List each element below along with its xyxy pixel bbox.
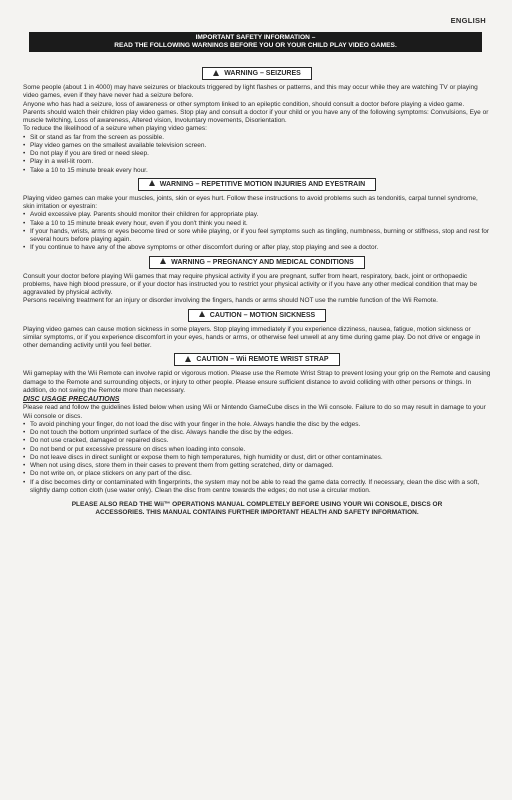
motion-heading-box [188,309,326,322]
warning-triangle-icon [149,180,155,186]
seizures-paragraph: Some people (about 1 in 4000) may have seizures or blackouts triggered by light flashes or patterns, and this may occur while they are watching TV or playing video games, even if they have never had a seizure before. [23,84,478,100]
seizures-list [23,134,491,175]
list-item: • Take a 10 to 15 minute break every hour. [23,167,491,175]
rsi-heading: WARNING – REPETITIVE MOTION INJURIES AND EYESTRAIN [159,180,366,188]
list-item: • Do not bend or put excessive pressure on discs when loading into console. [23,446,491,454]
seizures-paragraph: To reduce the likelihood of a seizure when playing video games: [23,125,207,133]
disc-usage-heading: DISC USAGE PRECAUTIONS [23,396,120,403]
list-item: • Do not leave discs in direct sunlight or expose them to high temperatures, high humidity or dust, dirt or other contaminates. [23,454,491,462]
disc-paragraph: Please read and follow the guidelines listed below when using Wii or Nintendo GameCube discs in the Wii console. Failure to do so may result in damage to your Wii console or discs. [23,404,486,420]
seizures-paragraph: Parents should watch their children play video games. Stop play and consult a doctor if your child or you have any of the following symptoms: Convulsions, Eye or muscle twitching, Loss of awareness, Altered vision, Involuntary movements, Disorientation. [23,108,489,124]
list-item: • Take a 10 to 15 minute break every hour, even if you don't think you need it. [23,220,491,228]
rsi-heading-box [138,178,377,191]
pregnancy-heading: WARNING – PREGNANCY AND MEDICAL CONDITIONS [171,258,354,266]
list-item: • To avoid pinching your finger, do not load the disc with your finger in the hole. Always handle the disc by the edges. [23,421,491,429]
caution-triangle-icon [199,311,205,317]
seizures-heading-box [202,67,312,80]
pregnancy-paragraph: Consult your doctor before playing Wii games that may require physical activity if you are pregnant, suffer from heart, respiratory, back, joint or orthopaedic problems, have high blood pressure, or if your doctor has instructed you to restrict your physical activity or if you have any other medical condition that may be aggravated by physical activity. [23,272,478,296]
list-item: • Do not write on, or place stickers on any part of the disc. [23,470,491,478]
list-item: • Play in a well-lit room. [23,158,491,166]
strap-heading-box [174,353,339,366]
list-item: • If you continue to have any of the above symptoms or other discomfort during or after play, stop playing and see a doctor. [23,244,491,252]
document-body [23,64,491,518]
list-item: • Play video games on the smallest available television screen. [23,142,491,150]
list-item: • If a disc becomes dirty or contaminated with fingerprints, the system may not be able to read the game data correctly. If necessary, clean the disc with a soft, slightly damp cotton cloth (use water only). Clean the disc from centre towards the edges; do not use a circular motion. [23,479,491,496]
motion-heading: CAUTION – MOTION SICKNESS [209,311,316,319]
seizures-paragraph: Anyone who has had a seizure, loss of awareness or other symptom linked to an epileptic condition, should consult a doctor before playing a video game. [23,100,465,108]
banner-line-1: IMPORTANT SAFETY INFORMATION – [195,33,316,41]
warning-triangle-icon [213,70,219,76]
banner-line-2: READ THE FOLLOWING WARNINGS BEFORE YOU OR YOUR CHILD PLAY VIDEO GAMES. [114,42,397,50]
list-item: • Do not touch the bottom unprinted surface of the disc. Always handle the disc by the edges. [23,429,491,437]
list-item: • Do not use cracked, damaged or repaired discs. [23,437,491,445]
disc-list [23,421,491,495]
motion-paragraph: Playing video games can cause motion sickness in some players. Stop playing immediately if you experience dizziness, nausea, fatigue, motion sickness or similar symptoms, or if you experience discomfort in your eyes, hands or arms, or otherwise feel unwell at any time during game play. Do not drive or engage in other demanding activity until you feel better. [23,325,481,349]
caution-triangle-icon [185,356,191,362]
warning-triangle-icon [160,258,166,264]
strap-paragraph: Wii gameplay with the Wii Remote can involve rapid or vigorous motion. Please use the Remote Wrist Strap to prevent losing your grip on the Remote and causing damage to the Remote and surrounding objects, or injury to other people. Please ensure sufficient distance to avoid colliding with other persons or things. In addition, do not swing the Remote more than necessary. [23,370,491,394]
rsi-paragraph: Playing video games can make your muscles, joints, skin or eyes hurt. Follow these instructions to avoid problems such as tendonitis, carpal tunnel syndrome, skin irritation or eyestrain: [23,194,478,210]
list-item: • Avoid excessive play. Parents should monitor their children for appropriate play. [23,211,491,219]
list-item: • If your hands, wrists, arms or eyes become tired or sore while playing, or if you feel symptoms such as tingling, numbness, burning or stiffness, stop and rest for several hours before playing again. [23,228,491,245]
seizures-heading: WARNING – SEIZURES [224,70,301,77]
language-label: ENGLISH [450,16,486,25]
rsi-list [23,211,491,252]
list-item: • Do not play if you are tired or need sleep. [23,150,491,158]
pregnancy-paragraph: Persons receiving treatment for an injury or disorder involving the fingers, hands or arms should NOT use the rumble function of the Wii Remote. [23,297,438,305]
footer-notice: PLEASE ALSO READ THE Wii™ OPERATIONS MANUAL COMPLETELY BEFORE USING YOUR Wii CONSOLE, DISCS OR ACCESSORIES. THIS MANUAL CONTAINS FURTHER IMPORTANT HEALTH AND SAFETY INFORMATION. [71,501,443,517]
safety-banner [29,32,482,52]
list-item: • When not using discs, store them in their cases to prevent them from getting scratched, dirty or damaged. [23,462,491,470]
strap-heading: CAUTION – Wii REMOTE WRIST STRAP [196,356,329,364]
list-item: • Sit or stand as far from the screen as possible. [23,134,491,142]
pregnancy-heading-box [149,256,365,269]
